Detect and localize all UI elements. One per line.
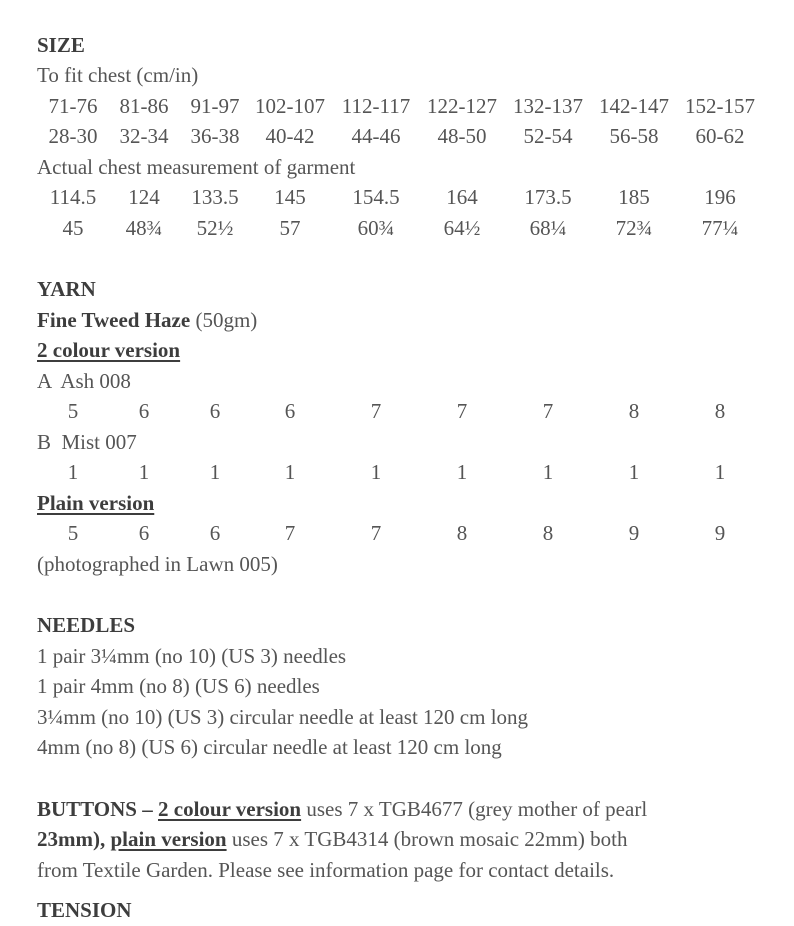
size-cell: 7 bbox=[370, 521, 382, 545]
size-cell: 68¼ bbox=[529, 216, 567, 240]
colour-b-label: B Mist 007 bbox=[37, 430, 137, 454]
size-cell: 81-86 bbox=[119, 94, 169, 118]
size-cell: 44-46 bbox=[351, 124, 401, 148]
plain-row bbox=[0, 519, 794, 547]
size-cell: 48¾ bbox=[125, 216, 163, 240]
plain-heading: Plain version bbox=[37, 491, 155, 515]
buttons-line-2-start: 23mm), bbox=[37, 827, 106, 851]
size-cell: 185 bbox=[618, 185, 650, 209]
size-cell: 6 bbox=[138, 521, 150, 545]
size-cell: 102-107 bbox=[255, 94, 325, 118]
size-cell: 1 bbox=[542, 460, 554, 484]
size-cell: 152-157 bbox=[685, 94, 755, 118]
size-cell: 196 bbox=[704, 185, 736, 209]
buttons-line-3: from Textile Garden. Please see information page for contact details. bbox=[37, 858, 615, 882]
next-section-heading-cutoff bbox=[37, 898, 162, 926]
size-cell: 8 bbox=[714, 399, 726, 423]
size-cell: 8 bbox=[456, 521, 468, 545]
size-cell: 32-34 bbox=[119, 124, 169, 148]
size-cell: 164 bbox=[446, 185, 478, 209]
size-cell: 1 bbox=[370, 460, 382, 484]
size-cell: 28-30 bbox=[48, 124, 98, 148]
size-cell: 122-127 bbox=[427, 94, 497, 118]
size-cell: 1 bbox=[714, 460, 726, 484]
needle-line-4: 4mm (no 8) (US 6) circular needle at least 120 cm long bbox=[37, 735, 502, 759]
yarn-name: Fine Tweed Haze bbox=[37, 308, 191, 332]
size-cell: 1 bbox=[456, 460, 468, 484]
size-cell: 64½ bbox=[443, 216, 481, 240]
size-cell: 60-62 bbox=[695, 124, 745, 148]
size-cell: 114.5 bbox=[49, 185, 97, 209]
size-cell: 145 bbox=[274, 185, 306, 209]
colour-b-row bbox=[0, 458, 794, 486]
size-cell: 124 bbox=[128, 185, 160, 209]
size-cell: 132-137 bbox=[513, 94, 583, 118]
size-cell: 7 bbox=[542, 399, 554, 423]
plain-note: (photographed in Lawn 005) bbox=[37, 552, 278, 576]
size-cell: 7 bbox=[370, 399, 382, 423]
buttons-dash: – bbox=[137, 797, 158, 821]
size-cell: 1 bbox=[628, 460, 640, 484]
size-cell: 57 bbox=[279, 216, 301, 240]
size-cell: 56-58 bbox=[609, 124, 659, 148]
fit-cm-row bbox=[0, 92, 794, 120]
actual-chest-label: Actual chest measurement of garment bbox=[37, 155, 356, 179]
size-cell: 52½ bbox=[196, 216, 234, 240]
needle-line-1: 1 pair 3¼mm (no 10) (US 3) needles bbox=[37, 644, 347, 668]
size-cell: 6 bbox=[209, 399, 221, 423]
size-cell: 36-38 bbox=[190, 124, 240, 148]
size-cell: 91-97 bbox=[190, 94, 240, 118]
two-colour-buttons-text: uses 7 x TGB4677 (grey mother of pearl bbox=[301, 797, 648, 821]
size-cell: 6 bbox=[209, 521, 221, 545]
size-cell: 142-147 bbox=[599, 94, 669, 118]
size-cell: 9 bbox=[628, 521, 640, 545]
actual-in-row bbox=[0, 214, 794, 242]
needles-heading: NEEDLES bbox=[37, 613, 136, 637]
size-cell: 6 bbox=[138, 399, 150, 423]
size-cell: 60¾ bbox=[357, 216, 395, 240]
two-colour-link: 2 colour version bbox=[158, 797, 302, 821]
size-cell: 8 bbox=[628, 399, 640, 423]
buttons-line-1 bbox=[37, 795, 647, 823]
yarn-heading: YARN bbox=[37, 277, 96, 301]
fit-in-row bbox=[0, 122, 794, 150]
size-cell: 173.5 bbox=[524, 185, 572, 209]
size-cell: 7 bbox=[456, 399, 468, 423]
size-cell: 7 bbox=[284, 521, 296, 545]
size-cell: 1 bbox=[209, 460, 221, 484]
size-cell: 1 bbox=[67, 460, 79, 484]
size-cell: 1 bbox=[284, 460, 296, 484]
size-cell: 71-76 bbox=[48, 94, 98, 118]
size-cell: 112-117 bbox=[341, 94, 411, 118]
size-cell: 8 bbox=[542, 521, 554, 545]
needle-line-3: 3¼mm (no 10) (US 3) circular needle at least 120 cm long bbox=[37, 705, 529, 729]
colour-a-row bbox=[0, 397, 794, 425]
size-cell: 45 bbox=[62, 216, 84, 240]
next-section-heading: TENSION bbox=[37, 898, 132, 922]
size-cell: 1 bbox=[138, 460, 150, 484]
size-heading: SIZE bbox=[37, 33, 85, 57]
size-cell: 6 bbox=[284, 399, 296, 423]
fit-chest-label: To fit chest (cm/in) bbox=[37, 63, 199, 87]
plain-buttons-text: uses 7 x TGB4314 (brown mosaic 22mm) both bbox=[226, 827, 628, 851]
buttons-line-2 bbox=[37, 825, 628, 853]
size-cell: 48-50 bbox=[437, 124, 487, 148]
colour-a-label: A Ash 008 bbox=[37, 369, 131, 393]
size-cell: 154.5 bbox=[352, 185, 400, 209]
buttons-heading: BUTTONS bbox=[37, 797, 137, 821]
size-cell: 5 bbox=[67, 521, 79, 545]
needle-line-2: 1 pair 4mm (no 8) (US 6) needles bbox=[37, 674, 320, 698]
size-cell: 40-42 bbox=[265, 124, 315, 148]
size-cell: 52-54 bbox=[523, 124, 573, 148]
size-cell: 72¾ bbox=[615, 216, 653, 240]
yarn-name-line bbox=[37, 306, 257, 334]
yarn-weight: (50gm) bbox=[195, 308, 258, 332]
two-colour-heading: 2 colour version bbox=[37, 338, 181, 362]
plain-link: plain version bbox=[110, 827, 227, 851]
size-cell: 133.5 bbox=[191, 185, 239, 209]
size-cell: 9 bbox=[714, 521, 726, 545]
actual-cm-row bbox=[0, 183, 794, 211]
size-cell: 5 bbox=[67, 399, 79, 423]
size-cell: 77¼ bbox=[701, 216, 739, 240]
